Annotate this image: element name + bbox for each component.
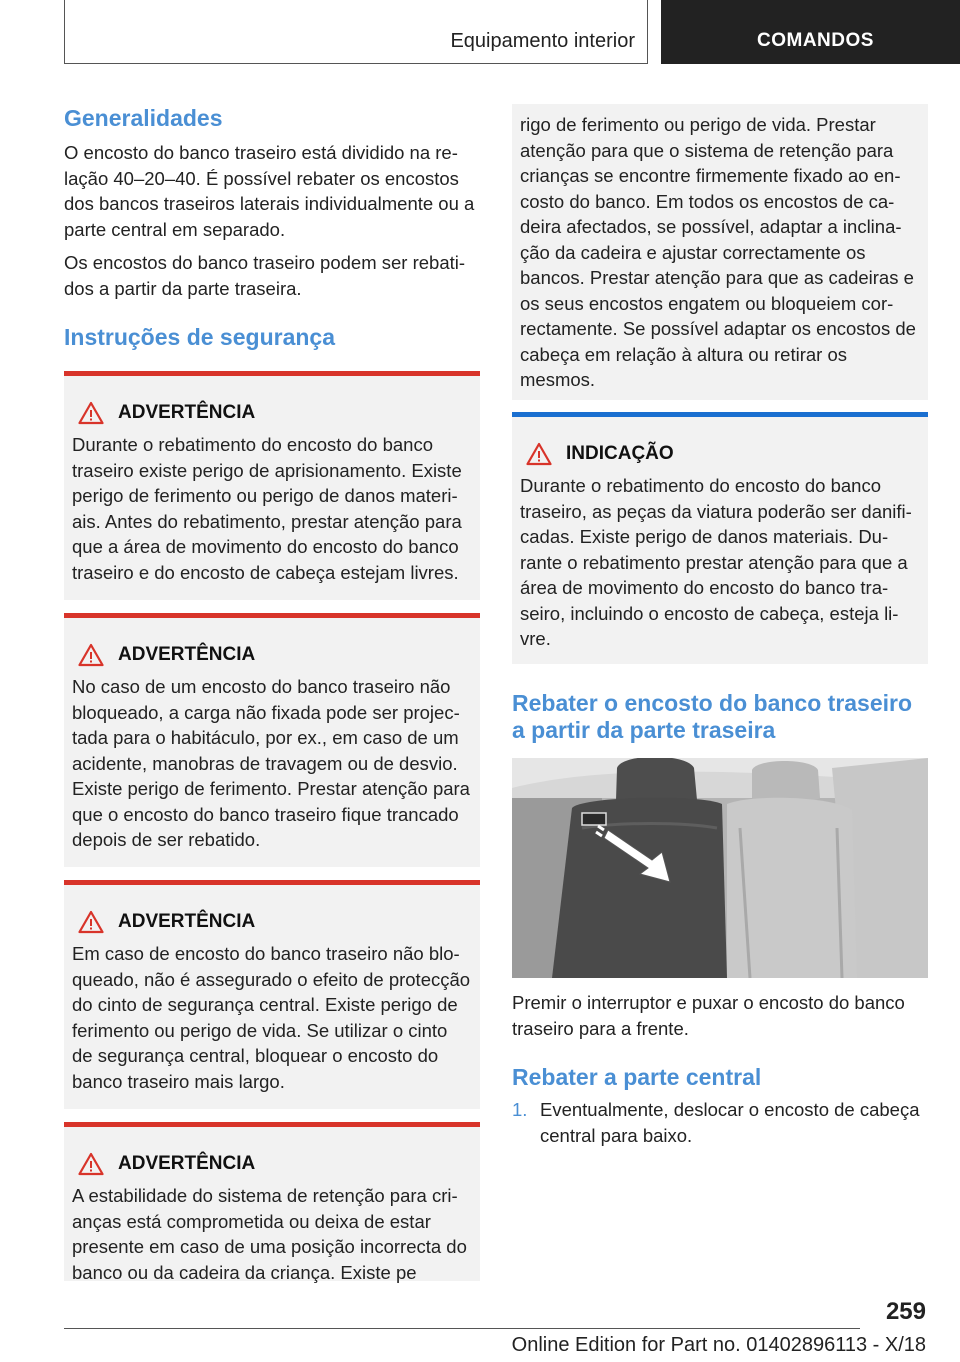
section-tab xyxy=(64,0,648,64)
warning-box-2 xyxy=(64,613,480,867)
heading-fold-rear: Rebater o encosto do banco traseiro a partir da parte traseira xyxy=(512,690,913,743)
warning-text: A estabilidade do sistema de retenção para crianças está comprometida ou deixa de estar presente em caso de uma posição incorrecta do banco ou da cadeira da criança. Existe pe xyxy=(72,1185,467,1283)
warning-box-3 xyxy=(64,880,480,1109)
heading-safety: Instruções de segurança xyxy=(64,324,335,350)
steps-list xyxy=(512,1097,928,1148)
edition-text: Online Edition for Part no. 01402896113 - X/18 xyxy=(511,1334,926,1356)
right-column xyxy=(512,104,928,1148)
warning-box-4 xyxy=(64,1122,480,1281)
photo-caption: Premir o interruptor e puxar o encosto do banco traseiro para a frente. xyxy=(512,992,905,1039)
warning-continuation-box xyxy=(512,104,928,400)
note-title: INDICAÇÃO xyxy=(526,441,920,467)
chapter-tab xyxy=(661,0,960,64)
footer-divider xyxy=(64,1328,860,1329)
page-header xyxy=(0,0,960,66)
step-number: 1. xyxy=(512,1099,528,1120)
list-item xyxy=(512,1097,928,1148)
paragraph-general-2: Os encostos do banco traseiro podem ser rebatidos a partir da parte traseira. xyxy=(64,252,466,299)
warning-triangle-icon xyxy=(78,910,104,934)
section-title: Equipamento interior xyxy=(450,30,635,52)
step-text: Eventualmente, deslocar o encosto de cabeça central para baixo. xyxy=(540,1099,920,1146)
warning-title: ADVERTÊNCIA xyxy=(78,400,472,426)
rear-seat-illustration xyxy=(512,758,928,978)
warning-title: ADVERTÊNCIA xyxy=(78,1151,472,1177)
warning-title: ADVERTÊNCIA xyxy=(78,909,472,935)
note-text: Durante o rebatimento do encosto do banco traseiro, as peças da viatura poderão ser danificadas. Existe perigo de danos materiais. Durante o rebatimento prestar atenção para que a área de movimento do encosto do banco traseiro, incluindo o encosto de cabeça, esteja livre. xyxy=(520,475,912,649)
warning-text: No caso de um encosto do banco traseiro não bloqueado, a carga não fixada pode ser projectada para o habitáculo, por ex., em caso de um acidente, manobras de travagem ou de desvio. Existe perigo de ferimento. Prestar atenção para que o encosto do banco traseiro fique trancado depois de ser rebatido. xyxy=(72,676,470,850)
warning-text: Em caso de encosto do banco traseiro não bloqueado, não é assegurado o efeito de protecção do cinto de segurança central. Existe perigo de ferimento ou perigo de vida. Se utilizar o cinto de segurança central, bloquear o encosto do banco traseiro mais largo. xyxy=(72,943,471,1092)
heading-fold-center: Rebater a parte central xyxy=(512,1064,762,1090)
note-box xyxy=(512,412,928,664)
page-number: 259 xyxy=(885,1298,926,1325)
warning-triangle-icon xyxy=(78,1152,104,1176)
warning-triangle-icon xyxy=(78,401,104,425)
caution-triangle-icon xyxy=(526,442,552,466)
left-column xyxy=(64,100,480,1281)
warning-box-1 xyxy=(64,371,480,600)
warning-continuation-text: rigo de ferimento ou perigo de vida. Prestar atenção para que o sistema de retenção para crianças se encontre firmemente fixado ao encosto do banco. Em todos os encostos de cadeira afectados, se possível, adaptar a inclinação da cadeira e ajustar correctamente os bancos. Prestar atenção para que as cadeiras e os seus encostos engatem ou bloqueiem correctamente. Se possível adaptar os encostos de cabeça em relação à altura ou retirar os mesmos. xyxy=(520,114,916,390)
warning-title: ADVERTÊNCIA xyxy=(78,642,472,668)
warning-triangle-icon xyxy=(78,643,104,667)
rear-seat-photo xyxy=(512,758,928,978)
warning-text: Durante o rebatimento do encosto do banco traseiro existe perigo de aprisionamento. Existe perigo de ferimento ou perigo de danos materiais. Antes do rebatimento, prestar atenção para que a área de movimento do encosto do banco traseiro e do encosto de cabeça estejam livres. xyxy=(72,434,462,583)
chapter-title: COMANDOS xyxy=(757,30,874,51)
paragraph-general-1: O encosto do banco traseiro está dividido na relação 40–20–40. É possível rebater os encostos dos bancos traseiros laterais individualmente ou a parte central em separado. xyxy=(64,142,475,240)
heading-general: Generalidades xyxy=(64,105,223,131)
